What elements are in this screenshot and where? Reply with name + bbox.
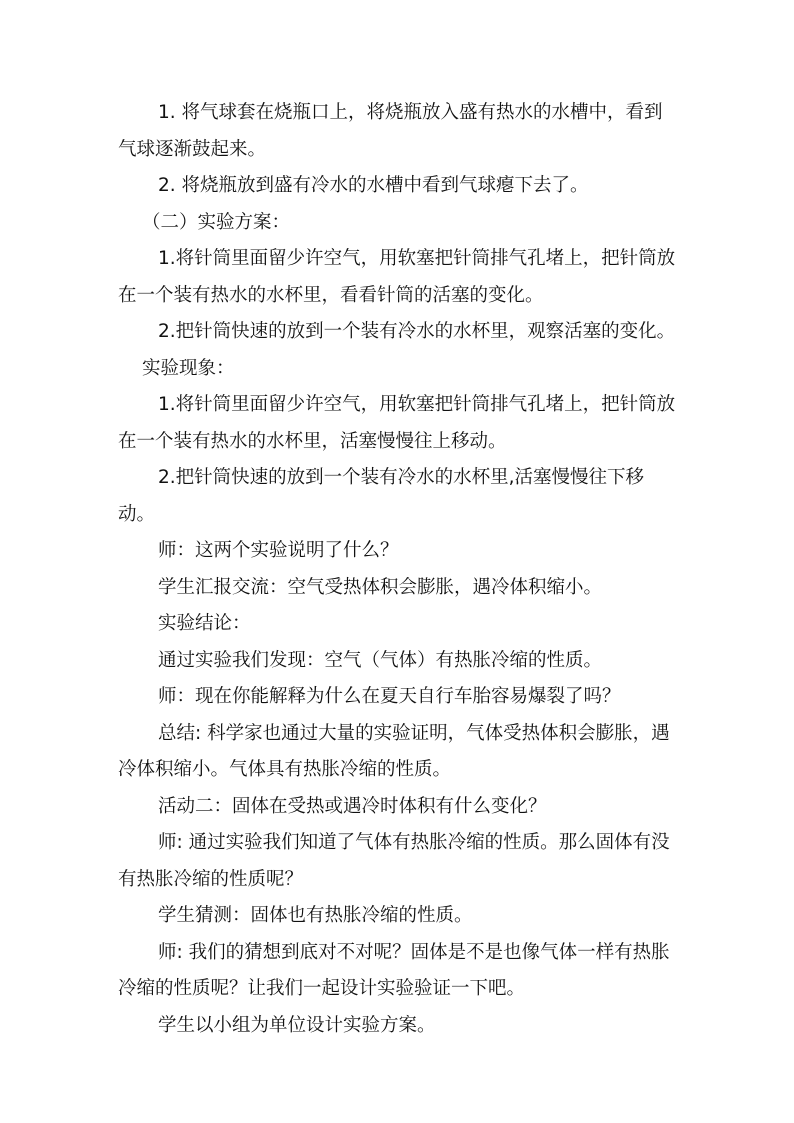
paragraph: 学生汇报交流：空气受热体积会膨胀，遇冷体积缩小。 [158, 576, 603, 598]
document-body [118, 95, 678, 1044]
paragraph: 学生以小组为单位设计实验方案。 [158, 1014, 436, 1036]
paragraph: 学生猜测：固体也有热胀冷缩的性质。 [158, 905, 473, 926]
section-heading: 实验结论： [158, 613, 251, 634]
section-heading: （二）实验方案： [142, 211, 291, 233]
paragraph: 总结: 科学家也通过大量的实验证明，气体受热体积会膨胀，遇冷体积缩小。气体具有热胀冷缩的性质。 [118, 722, 670, 780]
paragraph: 2.把针筒快速的放到一个装有冷水的水杯里，观察活塞的变化。 [158, 321, 676, 342]
paragraph: 1. 将气球套在烧瓶口上，将烧瓶放入盛有热水的水槽中，看到气球逐渐鼓起来。 [118, 102, 663, 160]
paragraph: 师：这两个实验说明了什么？ [158, 540, 399, 561]
paragraph: 师：现在你能解释为什么在夏天自行车胎容易爆裂了吗？ [158, 686, 621, 707]
paragraph: 师: 通过实验我们知道了气体有热胀冷缩的性质。那么固体有没有热胀冷缩的性质呢？ [118, 832, 670, 890]
paragraph: 1.将针筒里面留少许空气，用软塞把针筒排气孔堵上，把针筒放在一个装有热水的水杯里，看看针筒的活塞的变化。 [118, 248, 676, 306]
section-heading: 实验现象： [142, 357, 235, 379]
paragraph: 2.把针筒快速的放到一个装有冷水的水杯里,活塞慢慢往下移动。 [118, 467, 645, 525]
paragraph: 2. 将烧瓶放到盛有冷水的水槽中看到气球瘪下去了。 [158, 175, 589, 196]
section-heading: 活动二：固体在受热或遇冷时体积有什么变化？ [158, 795, 547, 817]
paragraph: 1.将针筒里面留少许空气，用软塞把针筒排气孔堵上，把针筒放在一个装有热水的水杯里，活塞慢慢往上移动。 [118, 394, 676, 452]
paragraph: 通过实验我们发现：空气（气体）有热胀冷缩的性质。 [158, 649, 603, 671]
paragraph: 师: 我们的猜想到底对不对呢？固体是不是也像气体一样有热胀冷缩的性质呢？让我们一起设计实验验证一下吧。 [118, 941, 670, 999]
